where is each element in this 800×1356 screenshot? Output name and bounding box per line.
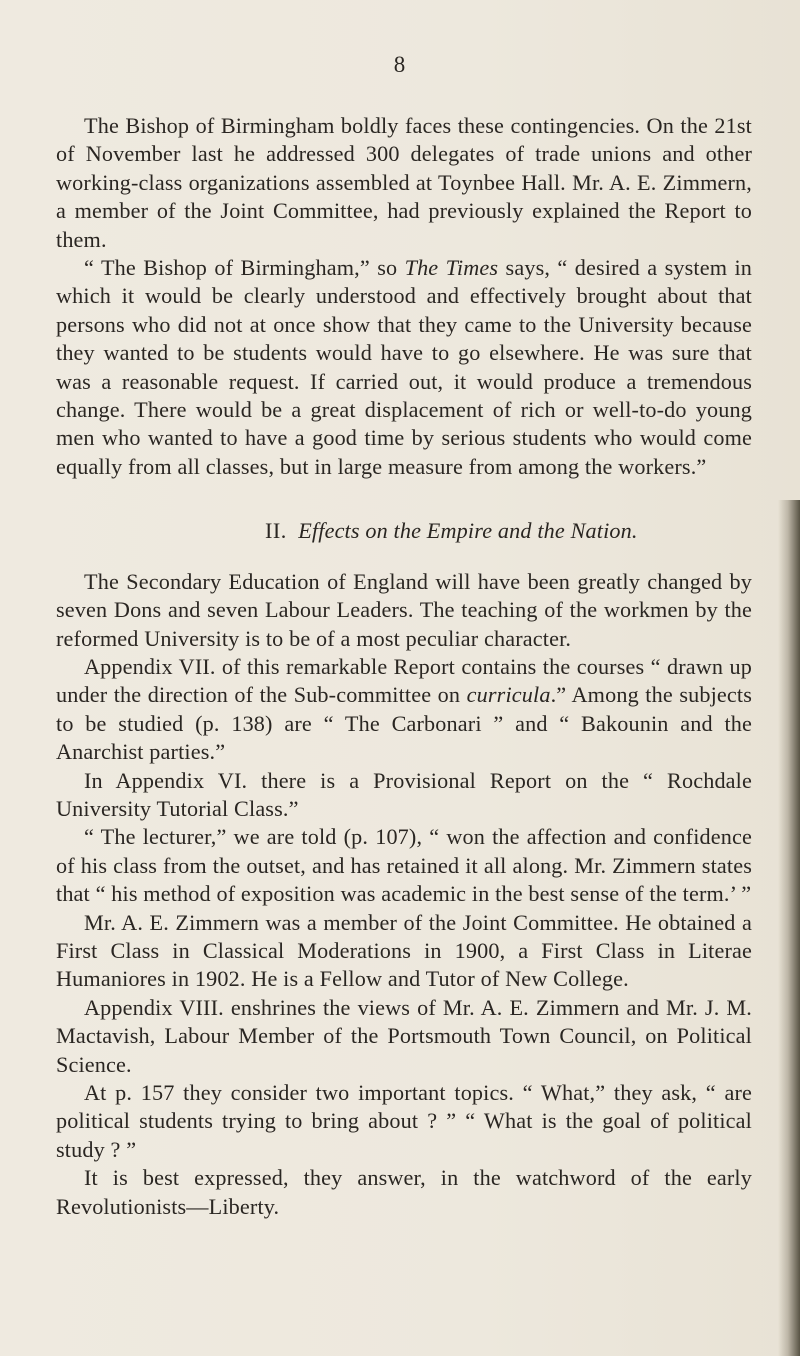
paragraph-times-quote bbox=[56, 254, 752, 481]
paragraph-text: Appendix VII. of this remarkable Report contains the courses “ drawn up under the direction of the Sub-committee on bbox=[56, 653, 752, 708]
paragraph-lecturer-quote: “ The lecturer,” we are told (p. 107), “ won the affection and confidence of his class from the outset, and has retained it all along. Mr. Zimmern states that “ his method of exposition was academic in the best sense of the term.’ ” bbox=[56, 824, 752, 907]
page-number: 8 bbox=[393, 52, 407, 77]
paragraph-text: says, “ desired a system in which it would be clearly understood and effectively brought about that persons who did not at once show that they came to the University because they wanted to be students would have to go elsewhere. He was sure that was a reasonable request. If carried out, it would produce a tremendous change. There would be a great displacement of rich or well-to-do young men who wanted to have a good time by serious students who would come equally from all classes, but in large measure from among the workers.” bbox=[56, 255, 753, 479]
body-text bbox=[56, 112, 752, 1221]
paragraph-secondary-education: The Secondary Education of England will have been greatly changed by seven Dons and seven Labour Leaders. The teaching of the workmen by the reformed University is to be of a most peculiar character. bbox=[56, 568, 752, 651]
paragraph-zimmern-credentials: Mr. A. E. Zimmern was a member of the Joint Committee. He obtained a First Class in Classical Moderations in 1900, a First Class in Literae Humaniores in 1902. He is a Fellow and Tutor of New College. bbox=[56, 909, 752, 992]
section-number: II. bbox=[265, 518, 287, 544]
section-title: Effects on the Empire and the Nation. bbox=[298, 518, 638, 544]
page-edge-shadow bbox=[778, 500, 800, 1356]
paragraph-political-topics: At p. 157 they consider two important topics. “ What,” they ask, “ are political students trying to bring about ? ” “ What is the goal of political study ? ” bbox=[56, 1080, 752, 1162]
newspaper-title: The Times bbox=[404, 255, 499, 281]
paragraph-appendix-viii: Appendix VIII. enshrines the views of Mr. A. E. Zimmern and Mr. J. M. Mactavish, Labour Member of the Portsmouth Town Council, on Political Science. bbox=[56, 994, 752, 1077]
italic-term: curricula bbox=[466, 682, 551, 708]
paragraph-appendix-vii bbox=[56, 653, 752, 767]
paragraph-text: “ The Bishop of Birmingham,” so bbox=[84, 255, 405, 281]
paragraph-liberty: It is best expressed, they answer, in the watchword of the early Revolutionists—Liberty. bbox=[56, 1165, 752, 1219]
paragraph-bishop-addresses-delegates: The Bishop of Birmingham boldly faces these contingencies. On the 21st of November last he addressed 300 delegates of trade unions and other working-class organizations assembled at Toynbee Hall. Mr. A. E. Zimmern, a member of the Joint Committee, had previously explained the Report to them. bbox=[56, 113, 752, 252]
paragraph-appendix-vi: In Appendix VI. there is a Provisional Report on the “ Rochdale University Tutorial Class.” bbox=[56, 767, 752, 821]
paragraph-text: .” Among the subjects to be studied (p. 138) are “ The Carbonari ” and “ Bakounin and the Anarchist parties.” bbox=[56, 682, 752, 765]
section-heading bbox=[56, 517, 752, 545]
